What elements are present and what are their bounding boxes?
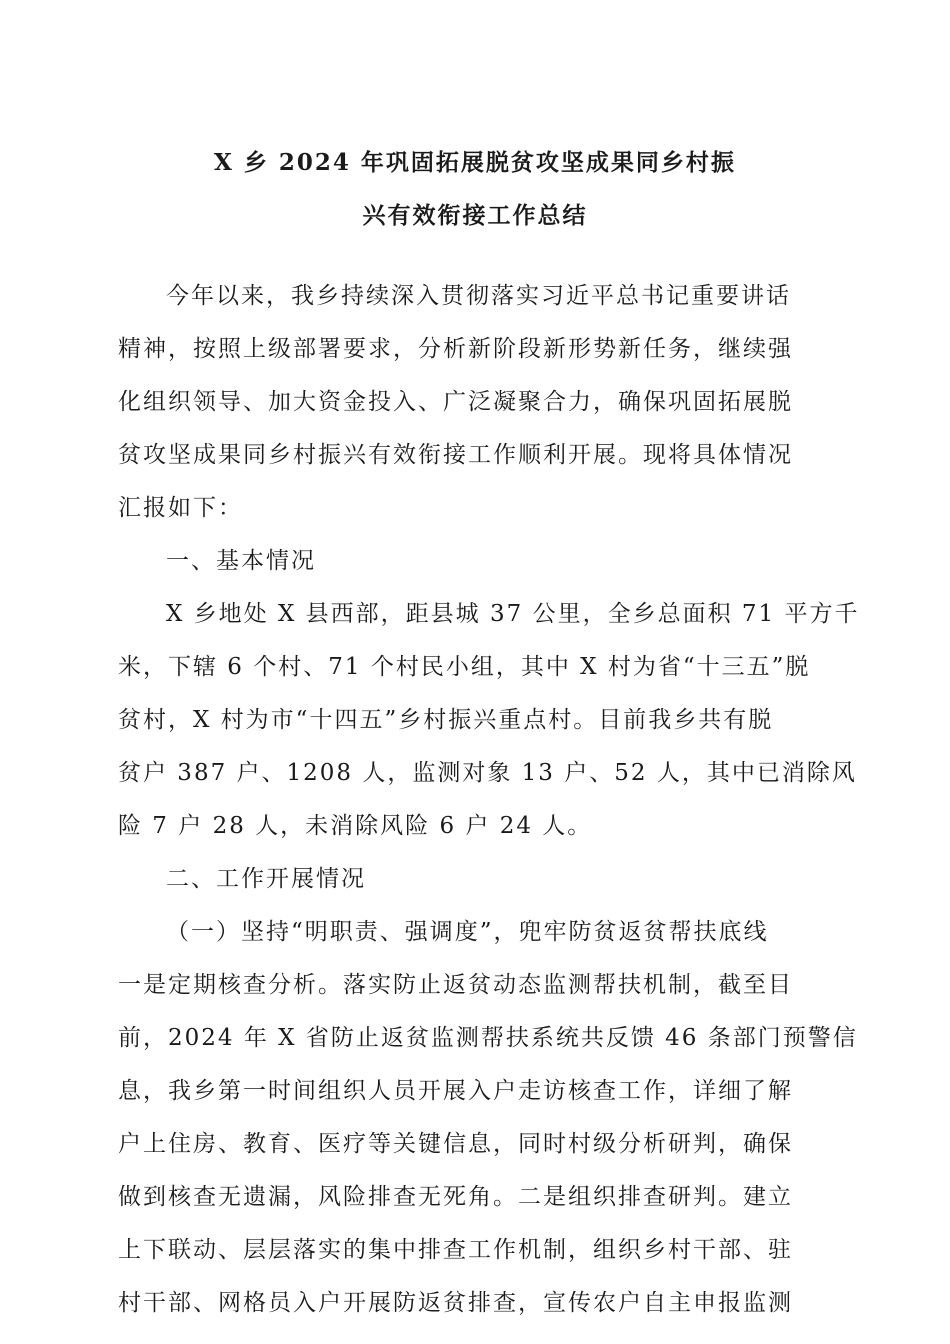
- text-line: 贫户 387 户、1208 人，监测对象 13 户、52 人，其中已消除风: [118, 760, 857, 786]
- subsection-heading: [118, 906, 824, 959]
- intro-paragraph: [118, 270, 824, 535]
- text-line: 上下联动、层层落实的集中排查工作机制，组织乡村干部、驻: [118, 1237, 793, 1263]
- text-line: 贫村，X 村为市“十四五”乡村振兴重点村。目前我乡共有脱: [118, 707, 774, 733]
- text-line: 化组织领导、加大资金投入、广泛凝聚合力，确保巩固拓展脱: [118, 389, 793, 415]
- text-line: 汇报如下：: [118, 495, 243, 521]
- text-line: 户上住房、教育、医疗等关键信息，同时村级分析研判，确保: [118, 1131, 793, 1157]
- text-line: 贫攻坚成果同乡村振兴有效衔接工作顺利开展。现将具体情况: [118, 442, 793, 468]
- subsection-heading-text: （一）坚持“明职责、强调度”，兜牢防贫返贫帮扶底线: [166, 919, 769, 945]
- section-heading-work: [118, 853, 824, 906]
- title-line-1: X 乡 2024 年巩固拓展脱贫攻坚成果同乡村振: [214, 149, 736, 176]
- subsection1-paragraph: [118, 959, 858, 1330]
- text-line: 一是定期核查分析。落实防止返贫动态监测帮扶机制，截至目: [118, 972, 793, 998]
- text-line: 前，2024 年 X 省防止返贫监测帮扶系统共反馈 46 条部门预警信: [118, 1025, 858, 1051]
- section-heading-text: 一、基本情况: [166, 548, 316, 574]
- text-line: 息，我乡第一时间组织人员开展入户走访核查工作，详细了解: [118, 1078, 793, 1104]
- text-line: 精神，按照上级部署要求，分析新阶段新形势新任务，继续强: [118, 336, 793, 362]
- text-line: 米，下辖 6 个村、71 个村民小组，其中 X 村为省“十三五”脱: [118, 654, 811, 680]
- section1-paragraph: [118, 588, 860, 853]
- section-heading-basic: [118, 535, 824, 588]
- document-body: [118, 270, 860, 1330]
- text-line: 村干部、网格员入户开展防返贫排查，宣传农户自主申报监测: [118, 1290, 793, 1316]
- document-title: [118, 136, 832, 242]
- text-line: 做到核查无遗漏，风险排查无死角。二是组织排查研判。建立: [118, 1184, 793, 1210]
- section-heading-text: 二、工作开展情况: [166, 866, 366, 892]
- text-line: X 乡地处 X 县西部，距县城 37 公里，全乡总面积 71 平方千: [166, 601, 860, 627]
- text-line: 今年以来，我乡持续深入贯彻落实习近平总书记重要讲话: [166, 283, 791, 309]
- text-line: 险 7 户 28 人，未消除风险 6 户 24 人。: [118, 813, 593, 839]
- title-line-2: 兴有效衔接工作总结: [362, 202, 588, 229]
